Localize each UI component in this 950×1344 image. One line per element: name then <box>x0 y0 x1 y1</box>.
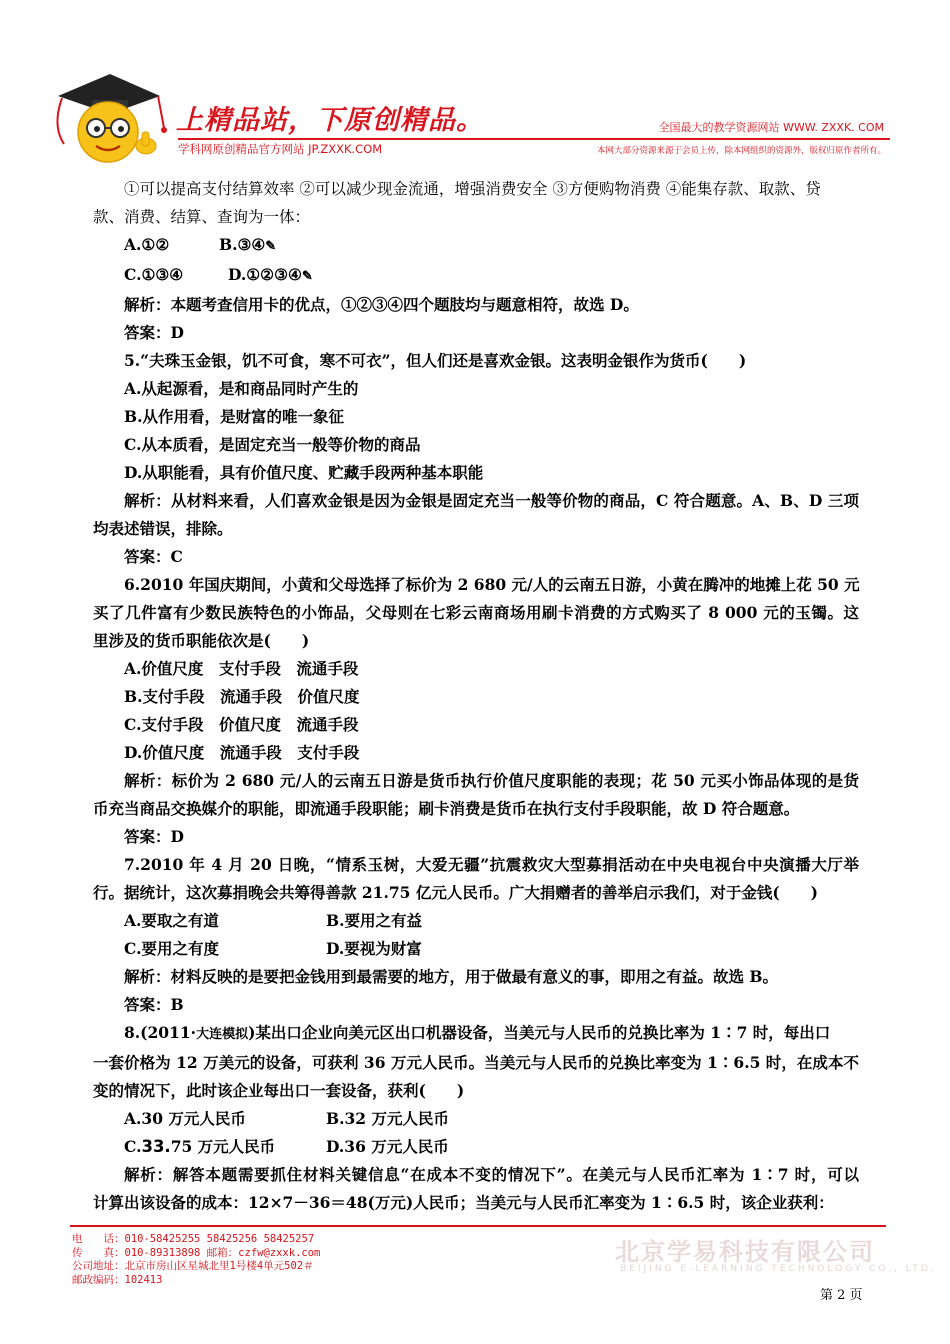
q5-explanation-line1 <box>93 487 859 515</box>
q6-explanation-line2: 币充当商品交换媒介的职能，即流通手段职能；刷卡消费是货币在执行支付手段职能，故 D 符合题意。 <box>93 799 800 818</box>
explanation-label: 解析： <box>124 967 171 986</box>
q5-option-b: B.从作用看，是财富的唯一象征 <box>124 407 344 426</box>
answer-label: 答案： <box>124 827 171 846</box>
q5-option-c: C.从本质看，是固定充当一般等价物的商品 <box>124 435 421 454</box>
q7-stem-line1: 7.2010 年 4 月 20 日晚，“情系玉树，大爱无疆”抗震救灾大型募捐活动在中央电视台中央演播大厅举 <box>124 855 859 874</box>
q6-option-b: B.支付手段 流通手段 价值尺度 <box>124 687 360 706</box>
footer-contact-info: 电 话：010-58425255 58425256 58425257 传 真：010-89313898 邮箱：czfw@zxxk.com 公司地址：北京市房山区星城北里1号楼4单元502＃ 邮政编码：102413 <box>72 1233 321 1286</box>
q4-answer <box>93 319 859 347</box>
q6-option-a: A.价值尺度 支付手段 流通手段 <box>124 659 359 678</box>
q7-options-row2 <box>93 935 859 963</box>
q7-answer <box>93 991 859 1019</box>
q6-option-d: D.价值尺度 流通手段 支付手段 <box>124 743 360 762</box>
q8-number: 8.(2011· <box>124 1023 197 1042</box>
q7-option-d: D.要视为财富 <box>326 939 422 958</box>
header-site-name: 学科网原创精品官方网站 JP.ZXXK.COM <box>178 142 383 156</box>
q5-option-d: D.从职能看，具有价值尺度、贮藏手段两种基本职能 <box>124 463 484 482</box>
explanation-label: 解析： <box>124 295 171 314</box>
explanation-label: 解析： <box>124 491 171 510</box>
q5-answer-value: C <box>170 547 183 566</box>
q8-option-d: D.36 万元人民币 <box>326 1137 449 1156</box>
q5-option-a: A.从起源看，是和商品同时产生的 <box>124 379 359 398</box>
q4-options-row1 <box>93 231 859 261</box>
footer-company-name: 北京学易科技有限公司 <box>615 1238 875 1266</box>
footer-divider <box>70 1225 886 1227</box>
q4-option-d: D.①②③④ <box>228 265 302 284</box>
graduate-mascot-icon <box>48 66 178 170</box>
header-site-right: 全国最大的教学资源网站 WWW. ZXXK. COM <box>658 121 884 134</box>
answer-label: 答案： <box>124 547 171 566</box>
q6-option-c: C.支付手段 价值尺度 流通手段 <box>124 715 359 734</box>
q7-option-a: A.要取之有道 <box>124 911 219 930</box>
q8-stem-text1: )某出口企业向美元区出口机器设备，当美元与人民币的兑换比率为 1∶7 时，每出口 <box>248 1023 831 1042</box>
answer-label: 答案： <box>124 995 171 1014</box>
q8-stem-line3: 变的情况下，此时该企业每出口一套设备，获利( ) <box>93 1081 465 1100</box>
q4-explanation-text: 本题考查信用卡的优点，①②③④四个题肢均与题意相符，故选 D。 <box>170 295 639 314</box>
scribble-icon: ✎ <box>301 269 313 284</box>
footer-company-english: BEIJING E-LEARNING TECHNOLOGY CO., LTD. <box>620 1264 937 1274</box>
q6-stem-line3: 里涉及的货币职能依次是( ) <box>93 631 310 650</box>
q8-option-b: B.32 万元人民币 <box>326 1109 449 1128</box>
q6-explanation-text1: 标价为 2 680 元/人的云南五日游是货币执行价值尺度职能的表现；花 50 元买小饰品体现的是货 <box>171 771 859 790</box>
q8-options-row2 <box>93 1133 859 1161</box>
header-copyright-notice: 本网大部分资源来源于会员上传，除本网组织的资源外，版权归原作者所有。 <box>596 146 886 156</box>
q8-option-a: A.30 万元人民币 <box>124 1109 246 1128</box>
q7-answer-value: B <box>170 995 184 1014</box>
q8-source: 大连模拟 <box>196 1027 249 1042</box>
page-number: 第 2 页 <box>820 1288 863 1303</box>
page-header <box>0 0 950 165</box>
q8-stem-line2: 一套价格为 12 万美元的设备，可获利 36 万元人民币。当美元与人民币的兑换比率变为 1∶6.5 时，在成本不 <box>93 1053 859 1072</box>
q5-answer <box>93 543 859 571</box>
q4-option-b: B.③④ <box>219 235 266 254</box>
q8-explanation-line1 <box>93 1161 859 1189</box>
q7-explanation-text: 材料反映的是要把金钱用到最需要的地方，用于做最有意义的事，即用之有益。故选 B。 <box>170 967 779 986</box>
q7-explanation <box>93 963 859 991</box>
q6-stem-line2: 买了几件富有少数民族特色的小饰品，父母则在七彩云南商场用刷卡消费的方式购买了 8 000 元的玉镯。这 <box>93 603 859 622</box>
q4-option-a: A.①② <box>124 235 170 254</box>
q8-explanation-text1: 解答本题需要抓住材料关键信息“在成本不变的情况下”。在美元与人民币汇率为 1∶7 时，可以 <box>172 1165 859 1184</box>
q7-stem-line2: 行。据统计，这次募捐晚会共筹得善款 21.75 亿元人民币。广大捐赠者的善举启示我们，对于金钱( ) <box>93 883 818 902</box>
explanation-label: 解析： <box>124 1165 173 1184</box>
q7-options-row1 <box>93 907 859 935</box>
q5-stem: 5.“夫珠玉金银，饥不可食，寒不可衣”，但人们还是喜欢金银。这表明金银作为货币( ) <box>124 351 747 370</box>
q8-explanation-line2: 计算出该设备的成本：12×7－36＝48(万元)人民币；当美元与人民币汇率变为 1∶6.5 时，该企业获利： <box>93 1193 834 1212</box>
q5-explanation-line2: 均表述错误，排除。 <box>93 519 233 538</box>
header-slogan: 上精品站，下原创精品。 <box>176 105 484 136</box>
q8-stem-line1 <box>93 1019 859 1049</box>
q4-stem-line1: ①可以提高支付结算效率 ②可以减少现金流通，增强消费安全 ③方便购物消费 ④能集存款、取款、贷 <box>124 180 821 198</box>
q8-option-c <box>124 1133 326 1161</box>
q6-explanation-line1 <box>93 767 859 795</box>
q4-explanation <box>93 291 859 319</box>
q4-option-c: C.①③④ <box>124 265 184 284</box>
q4-answer-value: D <box>170 323 184 342</box>
q7-option-b: B.要用之有益 <box>326 911 422 930</box>
q5-explanation-text1: 从材料来看，人们喜欢金银是因为金银是固定充当一般等价物的商品，C 符合题意。A、B、D 三项 <box>170 491 859 510</box>
answer-label: 答案： <box>124 323 171 342</box>
q7-option-c: C.要用之有度 <box>124 939 219 958</box>
document-body <box>93 175 859 1217</box>
q8-option-c-prefix: C. <box>124 1137 142 1156</box>
q4-options-row2 <box>93 261 859 291</box>
q6-stem-line1: 6.2010 年国庆期间，小黄和父母选择了标价为 2 680 元/人的云南五日游，小黄在腾冲的地摊上花 50 元 <box>124 575 860 594</box>
q8-options-row1 <box>93 1105 859 1133</box>
q6-answer <box>93 823 859 851</box>
q4-stem-line2: 款、消费、结算、查询为一体： <box>93 208 311 226</box>
header-divider <box>178 138 890 140</box>
explanation-label: 解析： <box>124 771 172 790</box>
q8-option-c-rest: 75 万元人民币 <box>170 1137 276 1156</box>
q8-option-c-number: 33. <box>141 1137 171 1156</box>
scribble-icon: ✎ <box>265 239 277 254</box>
q6-answer-value: D <box>170 827 184 846</box>
